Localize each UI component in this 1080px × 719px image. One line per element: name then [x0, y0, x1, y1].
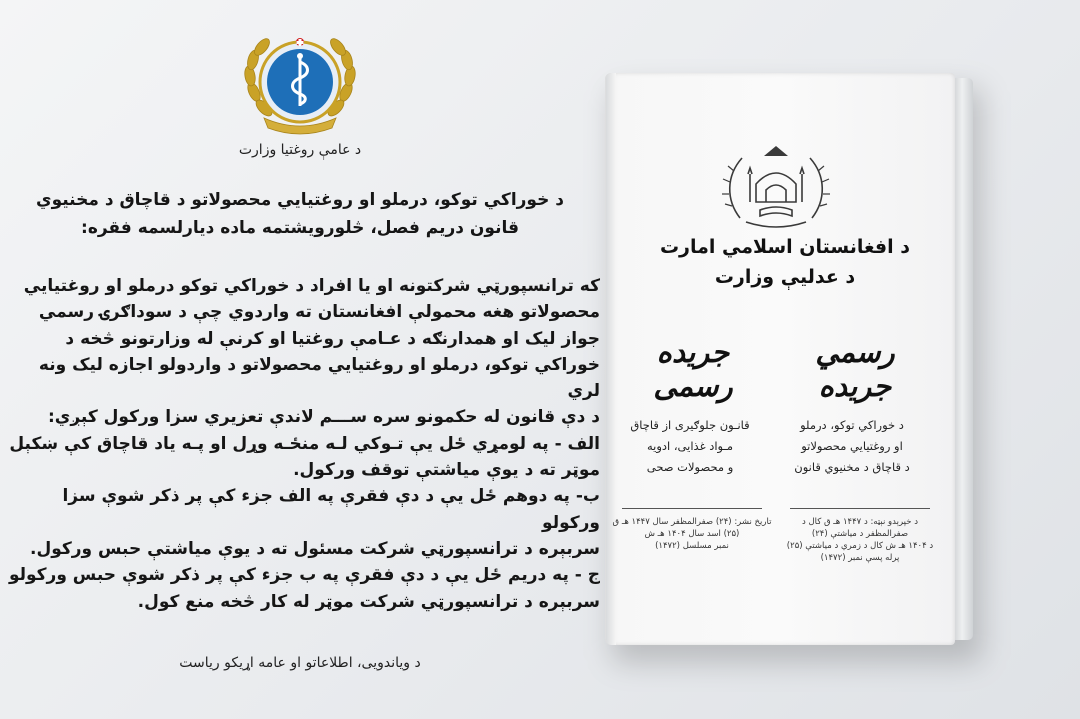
title-line: قانون دریم فصل، څلورویشتمه ماده دیارلسمه فقره:: [81, 218, 519, 238]
law-title-line: مـواد غذایی، ادویه: [646, 439, 734, 453]
body-line: محصولاتو هغه محمولې افغانستان ته واردوي چې د سوداګرۍ رسمي: [38, 302, 600, 323]
body-line: ب- په دوهم ځل یې د دې فقرې په الف جزء کې پر ذکر شوې سزا ورکولو: [62, 486, 600, 533]
law-title-line: و محصولات صحی: [646, 460, 734, 474]
ministry-name: د عامې روغتیا وزارت: [238, 142, 362, 158]
calligraphy-dari: جریده رسمی: [653, 335, 733, 403]
ministry-logo: [240, 30, 360, 140]
body-line: د دې قانون له حکمونو سره ســـم لاندې تعزیري سزا ورکول کېږي:: [47, 407, 600, 428]
book-edge: [606, 73, 616, 645]
body-line: که ترانسپورټي شرکتونه او یا افراد د خوراکي توکو درملو او روغتیایي: [23, 276, 600, 296]
publication-info-pashto: [780, 516, 940, 564]
ministry-of-public-health-seal-icon: [240, 30, 360, 140]
law-title-line: قانـون جلوګیری از قاچاق: [630, 418, 750, 432]
publication-info-dari: [612, 516, 772, 552]
body-line: جواز لیک او همدارنګه د عـامې روغتیا او کرنې له وزارتونو څخه د: [65, 328, 600, 349]
body-line: الف - په لومړي ځل یې تـوکي لـه منځـه وړل او پـه یاد قاچاق کې ښکېل: [9, 433, 600, 454]
announcement-body: [5, 273, 600, 615]
divider-right: [790, 508, 930, 509]
ministry-of-justice: د عدلیې وزارت: [714, 266, 856, 288]
meta-line: د ۱۴۰۴ هـ ش کال د زمري د میاشتې (۲۵): [786, 541, 934, 551]
book-spine: [955, 78, 973, 640]
body-line: خوراکي توکو، درملو او روغتیایي محصولاتو د واردولو اجازه لیک ونه لري: [38, 354, 600, 402]
emirate-name: د افغانستان اسلامي امارت: [659, 236, 911, 258]
law-title-pashto: [777, 415, 927, 478]
meta-line: (۲۵) اسد سال ۱۴۰۴ هـ ش: [644, 529, 740, 539]
meta-line: پرله پسې نمبر (۱۴۷۲): [820, 553, 900, 563]
law-title-line: د خوراکي توکو، درملو: [800, 418, 904, 432]
divider-left: [622, 508, 762, 509]
department-footer: د ویاندویی، اطلاعاتو او عامه اړیکو ریاست: [179, 655, 421, 671]
body-line: موټر ته د یوې میاشتې توقف ورکول.: [293, 460, 600, 481]
body-line: ج - په دریم ځل یې د دې فقرې په ب جزء کې پر ذکر شوې حبس ورکولو: [8, 565, 600, 586]
meta-line: د خپرېدو نېټه: د ۱۴۴۷ هـ ق کال د صفرالمظفر د میاشتې (۲۴): [802, 517, 918, 539]
meta-line: نمبر مسلسل (۱۴۷۲): [655, 541, 729, 551]
book-title: [640, 232, 930, 292]
meta-line: تاریخ نشر: (۲۴) صفرالمظفر سال ۱۴۴۷ هـ ق: [612, 517, 772, 527]
islamic-emirate-emblem-icon: [720, 140, 832, 235]
title-line: د خوراکي توکو، درملو او روغتیایي محصولاتو د قاچاق د مخنیوي: [36, 190, 564, 210]
announcement-title: [10, 186, 590, 242]
law-title-line: او روغتیایي محصولاتو: [801, 439, 903, 453]
body-line: سربېره د ترانسپورټي شرکت موټر له کار څخه منع کول.: [137, 591, 600, 612]
emblem: [720, 140, 832, 235]
law-title-dari: [615, 415, 765, 478]
law-title-line: د قاچاق د مخنیوي قانون: [794, 460, 910, 474]
calligraphy-pashto: رسمي جریده: [815, 335, 895, 403]
body-line: سربېره د ترانسپورټي شرکت مسئول ته د یوې میاشتې حبس ورکول.: [30, 538, 600, 559]
